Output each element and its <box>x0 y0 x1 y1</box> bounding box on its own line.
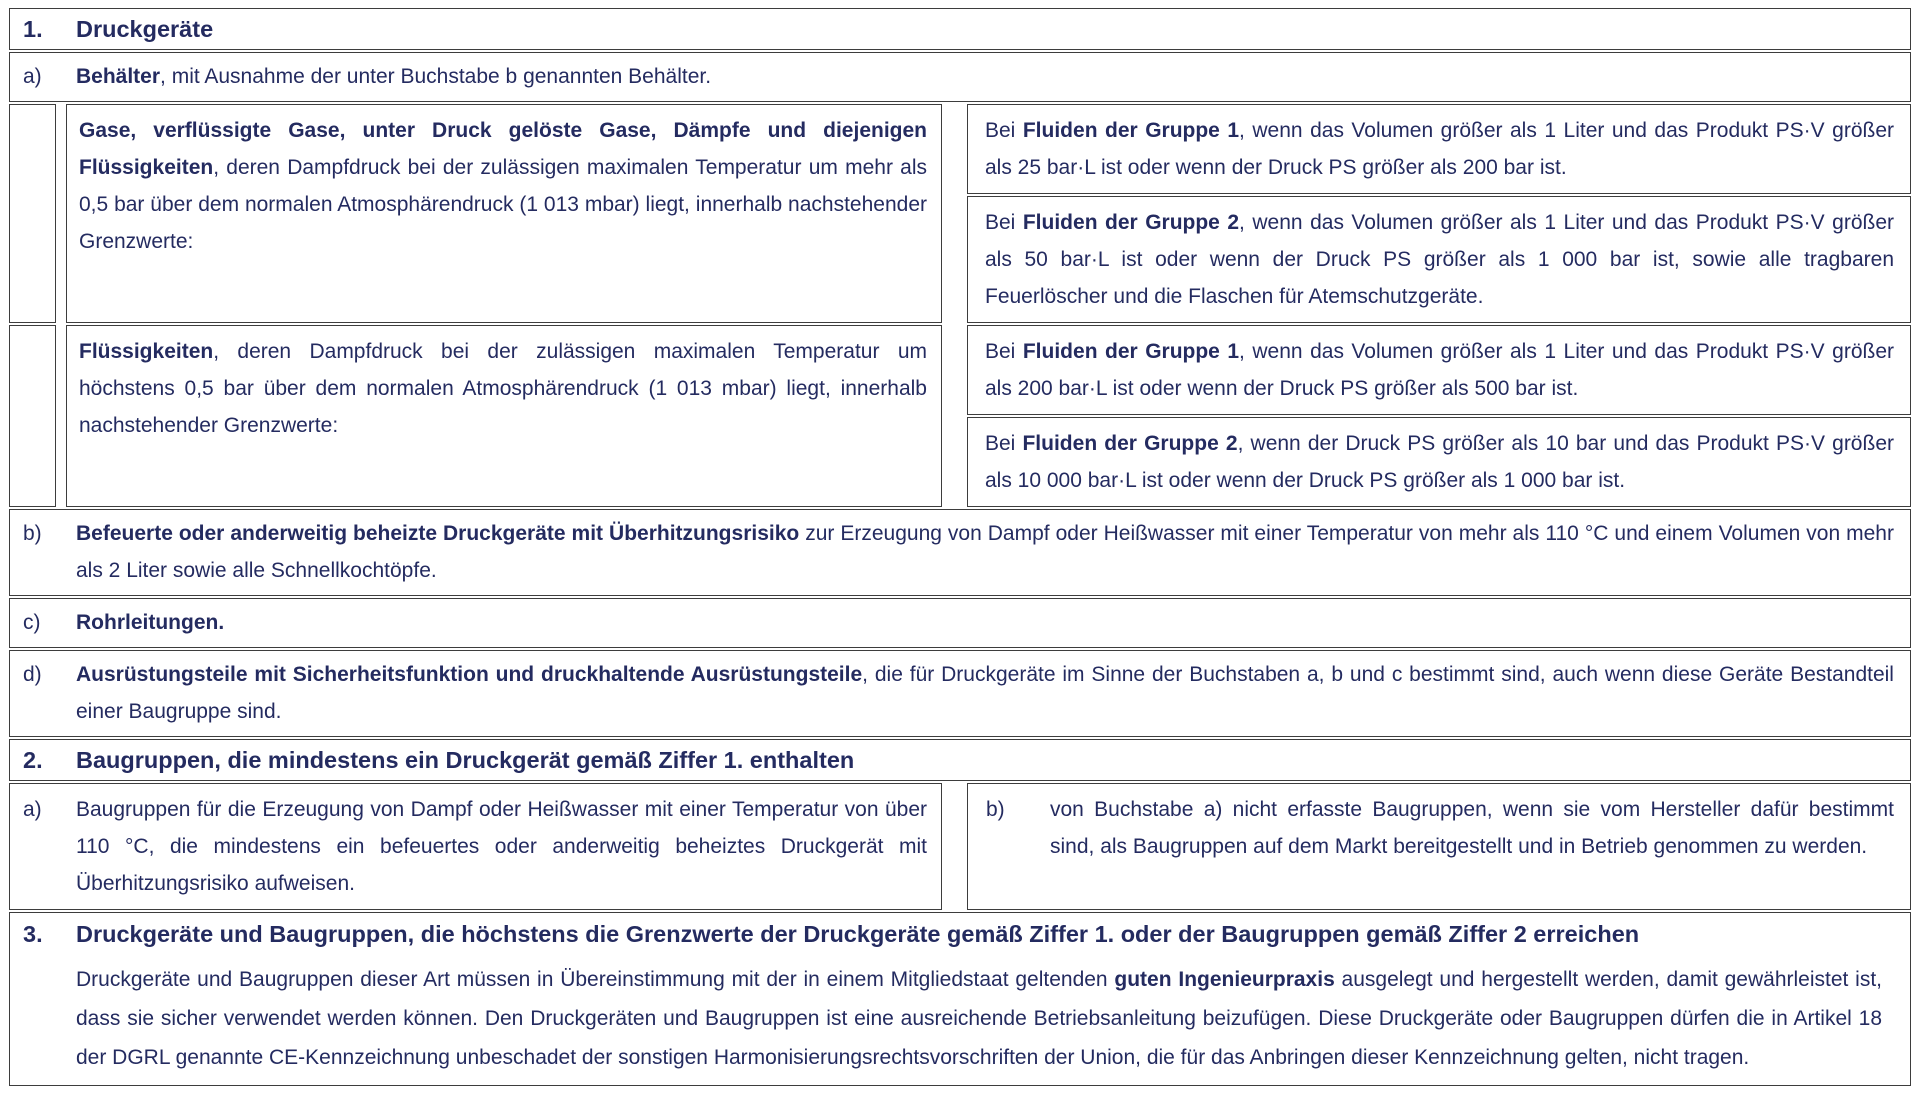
section-3-paragraph-bold: guten Ingenieurpraxis <box>1114 968 1335 991</box>
row-gases-label-cell <box>9 104 56 323</box>
row-1b-text-rest: zur Erzeugung von Dampf oder Heißwasser mit einer Temperatur von mehr als 110 °C und einem Volumen von mehr als 2 Liter sowie alle Schnellkochtöpfe. <box>76 522 1894 582</box>
row-2a-text: Baugruppen für die Erzeugung von Dampf oder Heißwasser mit einer Temperatur von über 110 °C, die mindestens ein befeuertes oder anderweitig beheiztes Druckgerät mit Überhitzungsrisiko aufweisen. <box>76 798 927 895</box>
section-3-body <box>76 919 1910 1077</box>
row-1d-text-bold: Ausrüstungsteile mit Sicherheitsfunktion und druckhaltende Ausrüstungsteile <box>76 663 863 686</box>
gases-group1-pre: Bei <box>985 119 1023 142</box>
liquids-group2-cell <box>967 417 1911 507</box>
liquids-definition-bold: Flüssigkeiten <box>79 340 214 363</box>
row-1b-heated-equipment <box>9 509 1911 596</box>
row-2a-cell <box>9 783 942 910</box>
row-1d-accessories <box>9 650 1911 737</box>
section-2-header-row <box>9 739 1911 781</box>
gases-definition-cell <box>66 104 942 323</box>
row-1a-text-rest: , mit Ausnahme der unter Buchstabe b genannten Behälter. <box>160 65 712 88</box>
gases-group2-pre: Bei <box>985 211 1023 234</box>
row-1b-label: b) <box>23 522 42 545</box>
liquids-group1-bold: Fluiden der Gruppe 1 <box>1022 340 1240 363</box>
liquids-definition-cell <box>66 325 942 507</box>
section-2-title: Baugruppen, die mindestens ein Druckgerät gemäß Ziffer 1. enthalten <box>76 747 855 773</box>
row-2b-cell <box>967 783 1911 910</box>
gases-group2-rest: , wenn das Volumen größer als 1 Liter und das Produkt PS·V größer als 50 bar·L ist oder wenn der Druck PS größer als 1 000 bar ist, sowie alle tragbaren Feuerlöscher und die Flaschen für Atemschutzgeräte. <box>985 211 1894 308</box>
gases-limits-column <box>967 104 1911 323</box>
gases-group1-rest: , wenn das Volumen größer als 1 Liter und das Produkt PS·V größer als 25 bar·L ist oder wenn der Druck PS größer als 200 bar ist. <box>985 119 1894 179</box>
gases-group2-cell <box>967 196 1911 323</box>
section-1-header-row <box>9 8 1911 50</box>
row-1d-text-rest: , die für Druckgeräte im Sinne der Buchstaben a, b und c bestimmt sind, auch wenn diese Geräte Bestandteil einer Baugruppe sind. <box>76 663 1894 723</box>
section-3-paragraph <box>76 960 1894 1077</box>
row-2a-label: a) <box>23 798 42 821</box>
row-liquids-label-cell <box>9 325 56 507</box>
gases-group1-bold: Fluiden der Gruppe 1 <box>1022 119 1240 142</box>
row-1c-text-bold: Rohrleitungen. <box>76 611 225 634</box>
section-1-title: Druckgeräte <box>76 16 214 42</box>
row-1d-label: d) <box>23 663 42 686</box>
liquids-group1-rest: , wenn das Volumen größer als 1 Liter und das Produkt PS·V größer als 200 bar·L ist oder wenn der Druck PS größer als 500 bar ist. <box>985 340 1894 400</box>
row-1a-text <box>76 58 1910 95</box>
section-2-number: 2. <box>23 747 43 773</box>
row-1b-text <box>76 515 1910 589</box>
row-1a-vessels <box>9 52 1911 102</box>
gases-group2-bold: Fluiden der Gruppe 2 <box>1022 211 1240 234</box>
liquids-group2-rest: , wenn der Druck PS größer als 10 bar und das Produkt PS·V größer als 10 000 bar·L ist oder wenn der Druck PS größer als 1 000 bar ist. <box>985 432 1894 492</box>
row-1c-label: c) <box>23 611 41 634</box>
row-1a-label: a) <box>23 65 42 88</box>
liquids-definition-rest: , deren Dampfdruck bei der zulässigen maximalen Temperatur um höchstens 0,5 bar über dem normalen Atmosphärendruck (1 013 mbar) liegt, innerhalb nachstehender Grenzwerte: <box>79 340 927 437</box>
section-3-title: Druckgeräte und Baugruppen, die höchstens die Grenzwerte der Druckgeräte gemäß Ziffer 1. oder der Baugruppen gemäß Ziffer 2 erreichen <box>76 921 1640 947</box>
row-1c-text <box>76 604 1910 641</box>
row-1a-text-bold: Behälter <box>76 65 161 88</box>
row-1b-text-bold: Befeuerte oder anderweitig beheizte Druckgeräte mit Überhitzungsrisiko <box>76 522 800 545</box>
gases-group1-cell <box>967 104 1911 194</box>
gases-definition-rest: , deren Dampfdruck bei der zulässigen maximalen Temperatur um mehr als 0,5 bar über dem normalen Atmosphärendruck (1 013 mbar) liegt, innerhalb nachstehender Grenzwerte: <box>79 156 927 253</box>
gases-definition-bold: Gase, verflüssigte Gase, unter Druck gelöste Gase, Dämpfe und diejenigen Flüssigkeiten <box>79 119 927 179</box>
liquids-group1-pre: Bei <box>985 340 1023 363</box>
row-liquids <box>9 325 1911 507</box>
row-gases <box>9 104 1911 323</box>
section-3-row <box>9 912 1911 1086</box>
row-2ab-assemblies <box>9 783 1911 910</box>
row-2b-label: b) <box>986 798 1005 821</box>
section-1-number: 1. <box>23 16 43 42</box>
liquids-group1-cell <box>967 325 1911 415</box>
section-3-paragraph-pre: Druckgeräte und Baugruppen dieser Art müssen in Übereinstimmung mit der in einem Mitgliedstaat geltenden <box>76 968 1115 991</box>
liquids-group2-pre: Bei <box>985 432 1023 455</box>
row-1d-text <box>76 656 1910 730</box>
section-3-paragraph-rest: ausgelegt und hergestellt werden, damit gewährleistet ist, dass sie sicher verwendet werden können. Den Druckgeräten und Baugruppen ist eine ausreichende Betriebsanleitung beizufügen. Diese Druckgeräte oder Baugruppen dürfen die in Artikel 18 der DGRL genannte CE-Kennzeichnung unbeschadet der sonstigen Harmonisierungsrechtsvorschriften der Union, die für das Anbringen dieser Kennzeichnung gelten, nicht tragen. <box>76 968 1882 1069</box>
row-2b-text: von Buchstabe a) nicht erfasste Baugruppen, wenn sie vom Hersteller dafür bestimmt sind, als Baugruppen auf dem Markt bereitgestellt und in Betrieb genommen zu werden. <box>1050 798 1894 858</box>
section-3-number: 3. <box>23 921 43 947</box>
liquids-group2-bold: Fluiden der Gruppe 2 <box>1022 432 1238 455</box>
row-1c-piping <box>9 598 1911 648</box>
liquids-limits-column <box>967 325 1911 507</box>
